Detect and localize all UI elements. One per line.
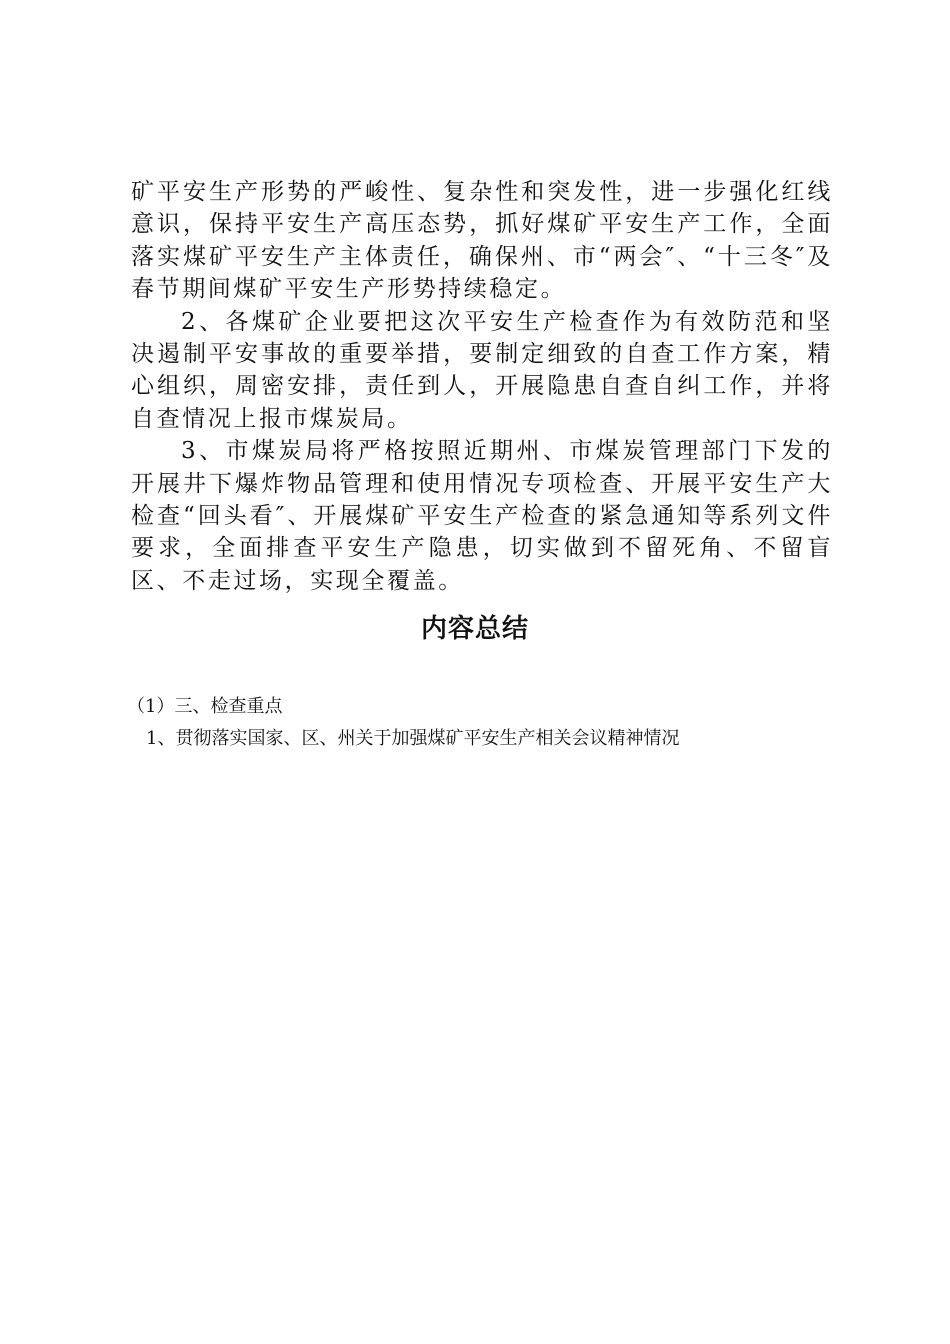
body-text <box>131 176 833 597</box>
paragraph-item-3: 3、市煤炭局将严格按照近期州、市煤炭管理部门下发的开展井下爆炸物品管理和使用情况专项检查、开展平安生产大检查“回头看″、开展煤矿平安生产检查的紧急通知等系列文件要求，全面排查平安生产隐患，切实做到不留死角、不留盲区、不走过场，实现全覆盖。 <box>131 438 833 594</box>
summary-line-1: （1）三、检查重点 <box>127 696 283 717</box>
paragraph-item-2: 2、各煤矿企业要把这次平安生产检查作为有效防范和坚决遏制平安事故的重要举措，要制定细致的自查工作方案，精心组织，周密安排，责任到人，开展隐患自查自纠工作，并将自查情况上报市煤炭局。 <box>131 308 833 432</box>
paragraph-continuation: 矿平安生产形势的严峻性、复杂性和突发性，进一步强化红线意识，保持平安生产高压态势，抓好煤矿平安生产工作，全面落实煤矿平安生产主体责任，确保州、市“两会″、“十三冬″及春节期间煤矿平安生产形势持续稳定。 <box>131 179 833 303</box>
summary-line-2: 1、贯彻落实国家、区、州关于加强煤矿平安生产相关会议精神情况 <box>146 728 680 749</box>
summary-title: 内容总结 <box>420 614 529 644</box>
